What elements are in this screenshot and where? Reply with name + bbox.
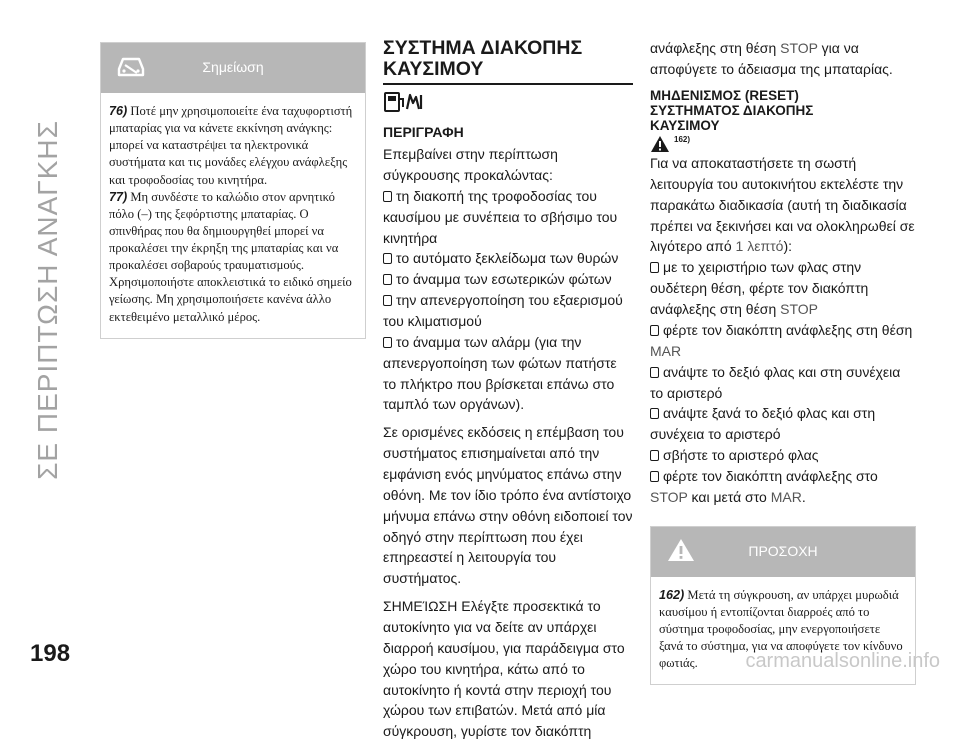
checkbox-bullet-icon (383, 295, 392, 306)
note-box (100, 42, 366, 339)
list-item: το αυτόματο ξεκλείδωμα των θυρών (383, 248, 633, 269)
caution-title: ΠΡΟΣΟΧΗ (748, 542, 818, 559)
paragraph-note: ΣΗΜΕΊΩΣΗ Ελέγξτε προσεκτικά το αυτοκίνητο για να δείτε αν υπάρχει διαρροή καυσίμου, για παράδειγμα στο χώρο του κινητήρα, κάτω από το αυτοκίνητο ή κοντά στην περιοχή του χώρου των επιβατών. Μετά από μία σύγκρουση, γυρίστε τον διακόπτη (383, 598, 625, 740)
checkbox-bullet-icon (383, 274, 392, 285)
list-item: ανάψτε το δεξιό φλας και στη συνέχεια το αριστερό (650, 363, 901, 401)
paragraph-display-message: Σε ορισμένες εκδόσεις η επέμβαση του συστήματος επισημαίνεται από την εμφάνιση ενός μηνύματος επάνω στην οθόνη. Με τον ίδιο τρόπο ένα αντίστοιχο μήνυμα επάνω στην οθόνη ειδοποιεί τον οδηγό στην περίπτωση που έχει επηρεαστεί η λειτουργία του συστήματος. (383, 424, 633, 587)
list-item: σβήστε το αριστερό φλας (650, 445, 916, 466)
list-item: το άναμμα των αλάρμ (για την απενεργοποίηση των φώτων πατήστε το πλήκτρο που βρίσκεται επάνω στο ταμπλό των οργάνων). (383, 333, 617, 413)
list-item: με το χειριστήριο των φλας στην ουδέτερη θέση, φέρτε τον διακόπτη ανάφλεξης στη θέση STOP (650, 259, 869, 318)
list-item: το άναμμα των εσωτερικών φώτων (383, 269, 633, 290)
checkbox-bullet-icon (650, 262, 659, 273)
checkbox-bullet-icon (383, 253, 392, 264)
list-item: την απενεργοποίηση του εξαερισμού του κλιματισμού (383, 292, 623, 329)
watermark: carmanualsonline.info (745, 650, 940, 672)
page-number: 198 (30, 640, 71, 667)
note-header (101, 43, 365, 93)
reset-column (650, 38, 916, 685)
checkbox-bullet-icon (650, 325, 659, 336)
reset-heading: ΜΗΔΕΝΙΣΜΟΣ (RESET) ΣΥΣΤΗΜΑΤΟΣ ΔΙΑΚΟΠΗΣ ΚΑΥΣΙΜΟΥ (650, 87, 814, 133)
chapter-side-title: ΣΕ ΠΕΡΙΠΤΩΣΗ ΑΝΑΓΚΗΣ (32, 120, 64, 480)
caution-header (651, 527, 915, 577)
fuel-cutoff-icon (383, 91, 425, 113)
checkbox-bullet-icon (383, 191, 392, 202)
checkbox-bullet-icon (650, 367, 659, 378)
note-ref-77: 77) (109, 189, 128, 204)
list-item: ανάψτε ξανά το δεξιό φλας και στη συνέχεια το αριστερό (650, 405, 876, 443)
intro-text: Επεμβαίνει στην περίπτωση σύγκρουσης προκαλώντας: (383, 146, 558, 183)
caution-ref-162: 162) (659, 587, 685, 602)
note-text-76: Ποτέ μην χρησιμοποιείτε ένα ταχυφορτιστή μπαταρίας για να κάνετε εκκίνηση ανάγκης: μπορεί να καταστρέψει τα ηλεκτρονικά συστήματα και τις μονάδες ελέγχου ανάφλεξης και τροφοδοσίας του κινητήρα. (109, 104, 353, 187)
title-rule (383, 83, 633, 85)
list-item: φέρτε τον διακόπτη ανάφλεξης στη θέση MAR (650, 321, 913, 359)
list-item: τη διακοπή της τροφοδοσίας του καυσίμου με συνέπεια το σβήσιμο του κινητήρα (383, 187, 618, 246)
section-title: ΣΥΣΤΗΜΑ ΔΙΑΚΟΠΗΣ ΚΑΥΣΙΜΟΥ (383, 37, 583, 81)
description-body (383, 144, 633, 742)
checkbox-bullet-icon (383, 337, 392, 348)
checkbox-bullet-icon (650, 450, 659, 461)
caution-body: 162) Μετά τη σύγκρουση, αν υπάρχει μυρωδιά καυσίμου ή εντοπίζονται διαρροές από το σύστημα τροφοδοσίας, μην ενεργοποιήσετε ξανά το σύστημα, για να αποφύγετε τον κίνδυνο φωτιάς. (659, 587, 903, 671)
checkbox-bullet-icon (650, 471, 659, 482)
description-heading: ΠΕΡΙΓΡΑΦΗ (383, 124, 464, 141)
continuation-text: ανάφλεξης στη θέση STOP για να αποφύγετε το άδειασμα της μπαταρίας. (650, 40, 893, 77)
warning-reference: 162) (650, 135, 916, 153)
note-ref-76: 76) (109, 104, 128, 118)
note-body (101, 93, 365, 338)
list-item: φέρτε τον διακόπτη ανάφλεξης στο STOP και μετά στο MAR. (650, 467, 878, 505)
note-title: Σημείωση (202, 59, 264, 75)
fuel-cutoff-column (383, 38, 633, 742)
checkbox-bullet-icon (650, 408, 659, 419)
reset-procedure: Για να αποκαταστήσετε τη σωστή λειτουργία του αυτοκινήτου εκτελέστε την παρακάτω διαδικασία (αυτή τη διαδικασία πρέπει να ξεκινήσει και να ολοκληρωθεί σε λιγότερο από 1 λεπτό): με το χειριστήριο των φλας στην ουδέτερη θέση, φέρτε τον διακόπτη ανάφλεξης στη θέση STOP φέρτε τον διακόπτη ανάφλεξης στη θέση MAR ανάψτε το δεξιό φλας και στη συνέχεια το αριστερό ανάψτε ξανά το δεξιό φλας και στη συνέχεια το αριστερό σβήστε το αριστερό φλας φέρτε τον διακόπτη ανάφλεξης στο STOP και μετά στο MAR. (650, 153, 916, 508)
note-column (100, 42, 366, 339)
warning-triangle-icon (650, 135, 670, 153)
note-text-77: Μη συνδέστε το καλώδιο στον αρνητικό πόλο (–) της ξεφόρτιστης μπαταρίας. Ο σπινθήρας που θα δημιουργηθεί μπορεί να προκαλέσει την έκρηξη της μπαταρίας και να προκαλέσει σοβαρούς τραυματισμούς. Χρησιμοποιήστε αποκλειστικά το ειδικό σημείο γείωσης. Μη χρησιμοποιήσετε κανένα άλλο εκτεθειμένο μεταλλικό μέρος. (109, 189, 352, 324)
